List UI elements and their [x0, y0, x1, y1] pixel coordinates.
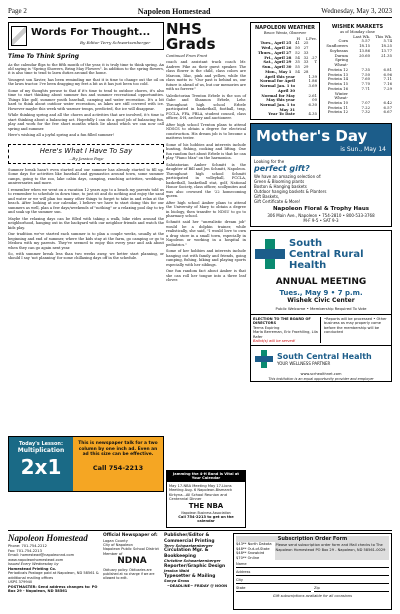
- weather-observer: Bruce Wentz, Observer: [263, 31, 307, 36]
- list-item: Gift Baskets,: [254, 194, 280, 200]
- mothers-day-ad: [250, 123, 392, 227]
- market-row: Protein 13 7.50 6.96: [327, 71, 392, 77]
- weather-row: Mon., May 1 54 28: [265, 68, 309, 74]
- nba-events: May 17-NBA Meeting May 17-Lions Meeting Aug. 6 Napoleon-Bismarck Kirkyna...All School Reunion and Centennial Dinner: [169, 483, 233, 502]
- market-row: Protein 15 7.70 7.16: [327, 81, 392, 87]
- footer-fax: Fax: 701-754-2213: [8, 548, 42, 553]
- mothers-day-title: Mother's Day: [256, 127, 368, 146]
- article-paragraph: After high school Trenton plans to attend NDSCS to obtain a degree for electrical construction. His dream job is to become a mattress tester.: [166, 122, 246, 141]
- markets-box: [323, 24, 392, 120]
- deadline: ~DEADLINE~ FRIDAY @ NOON: [166, 583, 228, 588]
- election-title: ELECTION TO THE BOARD OF DIRECTORS: [253, 316, 311, 326]
- gift-list: [254, 179, 388, 204]
- nba-phone: Call 754-2213 to get on the calendar: [178, 514, 234, 524]
- scr-name-1: South: [289, 237, 323, 249]
- market-row: Durum 20.60 21.35: [334, 52, 392, 58]
- reporter-title: Reporter/Graphic Design: [164, 563, 226, 569]
- nba-calendar-box: [166, 470, 246, 528]
- name-field[interactable]: Name: [236, 562, 389, 568]
- footer-periodicals: Periodicals Postage paid at Napoleon, ND 58561 & additional mailing offices: [8, 571, 99, 580]
- meeting-reports: •Reports will be processed • Other business as may properly come before the membership will be conducted: [324, 316, 387, 335]
- masthead-footer: [8, 530, 392, 610]
- official-item: Napoleon Public School District: [103, 547, 159, 552]
- article-title: Time To Think Spring: [8, 53, 80, 60]
- page-number: Page 2: [8, 7, 27, 16]
- column-left: [8, 22, 164, 263]
- obituary-policy: Obituary policy: Obituaries are published at no charge if we are allowed to edit.: [103, 567, 155, 580]
- candidates: Marla Berreman, Eric Froehlling, Lila Rafer: [253, 330, 318, 339]
- pencil-icon: [11, 26, 27, 46]
- mothers-day-date: is Sun., May 14: [340, 145, 386, 153]
- column-paragraph: Maybe the relaxing days can be filled with taking a walk, bike rides around the neighborhood, hanging out in the backyard with our neighbor friends and watch the kids play.: [8, 216, 164, 230]
- footer-email: Email: homestead@napoleonnd.com: [8, 553, 75, 558]
- weather-total: May this year 00: [266, 97, 317, 103]
- publisher-name: Terry Schwartzenberger: [164, 544, 213, 548]
- scr-url: www.scrhealthnet.com: [300, 372, 342, 377]
- south-central-ad: [250, 230, 392, 382]
- weather-total: Normal for May 2.61: [261, 92, 317, 98]
- scr-name-2: Central Rural: [289, 248, 364, 260]
- meeting-time: Tues., May 9 • 7 p.m.: [279, 288, 363, 297]
- markets-sub: as of Monday close: [340, 30, 375, 35]
- list-item: Boston & Hanging baskets: [254, 184, 307, 190]
- ad-size: 2x1: [20, 454, 62, 479]
- article-paragraph: As the calendar flips to the fifth month of the year, it is truly time to think spring. An old saying is "Spring Showers, Bring May Flowers". In addition to the spring flowers, it is also time to tend to lawn duties around the home.: [8, 62, 164, 76]
- article-paragraph: coach and assistant track coach Mr. Andrew Pike as their guest speaker. The class flower is the child, class colors are Maroon, lilac, pink and yellow, while the class motto is: "Our past is behind us, our future is ahead of us, but our memories are with us forever.": [166, 60, 246, 92]
- weather-row: Tues., April 25 41 25: [260, 40, 309, 46]
- footer-issued: Issued Every Wednesday by: [8, 562, 59, 567]
- mothers-perfect-gift: perfect gift?: [254, 164, 310, 174]
- market-row: Sunflowers 18.15 18.25: [326, 43, 392, 49]
- market-row: Protein 11 7.22 6.57: [327, 104, 392, 110]
- subscription-form: [233, 533, 392, 610]
- address-field[interactable]: Address: [236, 570, 389, 576]
- article-paragraph: After high school Amber plans to attend the University of Mary to obtain a degree in biology, then transfer to NDSU to go to pharmacy school.: [166, 200, 246, 218]
- official-item: City of Napoleon: [103, 542, 133, 547]
- weather-box: [250, 22, 320, 120]
- article-paragraph: Youngest son Xavier, has been reminding me that it is time to change out the oil on the lawn tractor. I've been dragging my feet a bit as it has just been too cold.: [8, 77, 164, 87]
- market-row: Protein 14 7.60 7.11: [327, 76, 392, 82]
- footer-publisher-co: Homestead Printing Co.: [8, 566, 57, 571]
- list-item: Green & Blooming plants: [254, 179, 305, 185]
- annual-meeting-title: ANNUAL MEETING: [275, 277, 367, 288]
- market-row: Soybeans 13.86 13.77: [329, 47, 392, 53]
- article-paragraph: Some of his hobbies and interests include hunting, fishing, cooking and lifting. One fun random fact about Erbele is that he can play "Piano Man" on the harmonica.: [166, 142, 246, 161]
- rates-note: Please send subscription order form and Mail checks to The Napoleon Homestead PO Box 29 - Napoleon, ND 58561-0029: [275, 542, 389, 560]
- issue-date: Wednesday, May 3, 2023: [321, 7, 392, 16]
- ad-phone: Call 754-2213: [92, 463, 144, 472]
- article-paragraph: One fun random fact about Amber is that she can roll her tongue into a three leaf clover.: [166, 269, 246, 283]
- hyh-byline: ...By Jessica Faye: [68, 155, 104, 161]
- city-field[interactable]: City: [236, 578, 389, 584]
- words-for-thought-banner: [8, 22, 164, 50]
- shop-name: Napoleon Floral & Trophy Haus: [272, 206, 370, 213]
- continued-label: Continued From Front: [166, 54, 208, 58]
- market-row: Corn 5.57 5.74: [338, 38, 392, 44]
- weather-total: Normal Jan. 1 to April 30 3.69: [259, 83, 317, 93]
- ad-text: This is newspaper talk for a two column by one inch ad. Even an ad this size can be effective.: [78, 441, 158, 457]
- page-header: [8, 6, 392, 18]
- nna-logo: NDNA: [117, 556, 147, 567]
- market-row: Protein 12 7.35 6.81: [327, 66, 392, 72]
- market-row: Protein 10 7.07 6.42: [327, 100, 392, 106]
- words-title: Words For Thought...: [31, 27, 151, 39]
- scr-bottom-name: South Central Health: [277, 351, 372, 361]
- reporter-name: Jessica Wald: [164, 569, 190, 574]
- article-paragraph: Salutatorian Amber Schmitt is the daughter of Bill and Jen Schmitt, Napoleon. Throughout high school Schmitt participated in volleyball, FCCLA, basketball, basketball stat, golf, National Honor Society, class officer, scollymites and was also crowned the '22 homecoming queen.: [166, 162, 246, 199]
- mothers-intro: We have an amazing selection of:: [254, 174, 322, 180]
- column-right: [250, 22, 392, 382]
- weather-row: Wed., April 26 50 27: [261, 45, 309, 51]
- ad-multiplication: Multiplication: [17, 447, 65, 455]
- weather-title: NAPOLEON WEATHER: [254, 25, 316, 31]
- shop-address: 306 Main Ave., Napoleon • 754-2810 • 800-533-3768: [267, 213, 375, 219]
- column-paragraph: Our tradition we've started each summer is to plan a couple weeks, usually at the beginning and end of summer, where the kids stay at the farm, go camping or go to Medora with my parents. They've seemed to enjoy this every year and ask about when they can go again next year.: [8, 232, 164, 250]
- state-field[interactable]: State: [236, 586, 311, 592]
- nba-name: THE NBA: [188, 501, 224, 510]
- zip-field[interactable]: Zip: [314, 586, 389, 592]
- multiplication-ad: [8, 436, 164, 492]
- wellness-tag: YOUR WELLNESS PARTNER: [277, 361, 331, 367]
- official-item: Logan County: [103, 538, 128, 543]
- election-sub: Terms Expiring: [253, 325, 280, 330]
- rate: $70** Online: [236, 555, 260, 560]
- article-paragraph: Some of her hobbies and interests include hanging out with family and friends, going camping, fishing, hiking and playing sports especially with her siblings.: [166, 249, 246, 267]
- article-paragraph: Here's wishing all a joyful spring and a fun filled summer!: [8, 133, 115, 138]
- weather-total: Normal Jan. 1 to May 31 6.30: [259, 102, 317, 112]
- rate: $43** North Dakota: [236, 542, 272, 547]
- type-title: Typesetter & Mailing: [164, 573, 216, 579]
- article-paragraph: Some of my thoughts peruse to that if it's time to tend to outdoor chores, it's also time to start thinking about summer fun and summer recreational opportunities. Things like golf, summer youth baseball, camping and water recreation. It's a bit hard to think about outdoor water recreation, as lakes are still covered with ice. However maybe this week with warmer temps, predicted, the ice will disappear.: [8, 88, 164, 111]
- footer-usps: USPS 379940: [8, 580, 33, 585]
- health-cross-icon: [255, 239, 285, 269]
- hyh-title: Here's What I Have To Say: [39, 146, 133, 155]
- ballot-note: Ballot(s) will be served!: [253, 339, 296, 343]
- weather-row: Fri., April 28 54 32 .27: [264, 54, 317, 60]
- official-title: Official Newspaper of:: [103, 533, 158, 538]
- official-item: Member of: [103, 551, 123, 556]
- mothers-looking: Looking for the: [254, 159, 285, 165]
- list-item: Gift Certificate & More!: [254, 199, 301, 205]
- newspaper-title: Napoleon Homestead: [137, 6, 211, 16]
- meeting-location: Wishek Civic Center: [287, 297, 355, 305]
- gift-note: Gift subscriptions available for all occasions: [273, 594, 352, 599]
- circ-title: Circulation Mgr. & Bookkeeping: [164, 548, 209, 559]
- footer-phone: Phone: 701-754-2212: [8, 544, 47, 549]
- weather-row: Thurs., April 27 52 33: [257, 49, 309, 55]
- weather-header-row: H L Pre.: [296, 35, 317, 41]
- meeting-tagline: Public Welcome • Membership Required To Vote: [275, 305, 367, 311]
- weather-total: April this year 1.39: [264, 73, 317, 79]
- publisher-title: Publisher/Editor & Commercial Printing: [164, 533, 215, 544]
- weather-row: Sat., April 29 35 33 T: [263, 59, 317, 65]
- article-paragraph: Schmitt said her "unrealistic dream job" would be a dolphin trainer, while realistically, she said, "I would love to own a drug store in a small town, especially in Napoleon or working in a hospital in pediatrics.": [166, 220, 246, 247]
- market-row: Winter Wheat-: [334, 90, 348, 101]
- markets-title: WISHEK MARKETS: [331, 24, 384, 30]
- shop-hours: M-F 9-5 • SAT 9-3: [303, 218, 339, 224]
- column-paragraph: So, with summer break less than two weeks away, we better start planning, or should I say 'not planning' for some chillaxing days off in the schedule.: [8, 252, 164, 261]
- column-middle: [166, 22, 246, 285]
- footer-web: www.napoleonhomestead.com: [8, 557, 64, 562]
- weather-total: Normal for April 1.86: [259, 78, 317, 84]
- nba-sub: Napoleon Business Association: [181, 510, 231, 515]
- column-paragraph: I remember when we went on a vacation 12 years ago to a beach my parents told us to remember to schedule in down time, to just sit and do nothing and enjoy the sand and water or we will plan too many other things to forget to take in and relax at the beach. After looking at our calendar, I believe we have to start doing this for our summers as well, plan a few days/weekends of "nothing" or a relaxing pool day to try and soak up the summer sun.: [8, 187, 164, 215]
- type-name: Sonya Gross: [164, 579, 190, 584]
- market-row: Protein 16 7.71 7.29: [327, 85, 392, 91]
- article-paragraph: Valedictorian Trenton Erbele is the son of Gabe and Shannon Erbele, Lehr. Throughout high school Erbele participated in basketball, football, trap, FCCLA, FFA, FBLA, student council, class officer, 4-H, archery and auctioneer.: [166, 93, 246, 121]
- weather-row: Sun., April 30 55 29: [262, 64, 309, 70]
- market-row: Protein 12 7.32 6.67: [327, 109, 392, 115]
- scr-name-3: Health: [289, 259, 327, 271]
- subscription-title: Subscription Order Form: [236, 536, 389, 542]
- weather-total: Year To Date 4.35: [268, 111, 317, 117]
- markets-header-row: Last Wk. This Wk.: [353, 33, 392, 39]
- circ-name: Christine Schwartzenberger: [164, 559, 221, 564]
- heres-what-banner: [8, 144, 164, 164]
- footer-postmaster: POSTMASTER: Send address changes to: PO Box 29 - Napoleon, ND 58561: [8, 584, 98, 594]
- ad-lesson: Today's Lesson:: [18, 441, 63, 447]
- scr-disclaimer: This institution is an equal opportunity provider and employer: [268, 376, 374, 381]
- footer-title: Napoleon Homestead: [8, 533, 88, 543]
- nba-header: Jamming the 4-H Band Is Vital at Your Calendar: [167, 471, 245, 482]
- column-paragraph: Summer break hasn't even started and our summer has already started to fill up. Some days for activities like baseball and gymnastics around town, some summer camps, going to the zoo, lake cabin days, camping, ranching activities, weddings, anniversaries and more.: [8, 167, 164, 186]
- health-cross-icon: [255, 350, 273, 368]
- rate: $48** Out-of-State: [236, 546, 270, 551]
- market-row: Spring Wheat-: [334, 57, 348, 68]
- nhs-grads-title: NHS Grads: [166, 20, 216, 53]
- rate: $48** Snowbird: [236, 551, 265, 556]
- list-item: Outdoor hanging baskets & Planters: [254, 189, 327, 195]
- words-byline: By Editor Terry Schwartzenberger: [80, 39, 151, 45]
- article-paragraph: While thinking spring and all the chores and activities that are involved, it's time to start thinking about a balancing act. Hopefully I can do a good job of balancing fun, play and work for the few short months which lie ahead which we can now call spring and summer.: [8, 113, 164, 131]
